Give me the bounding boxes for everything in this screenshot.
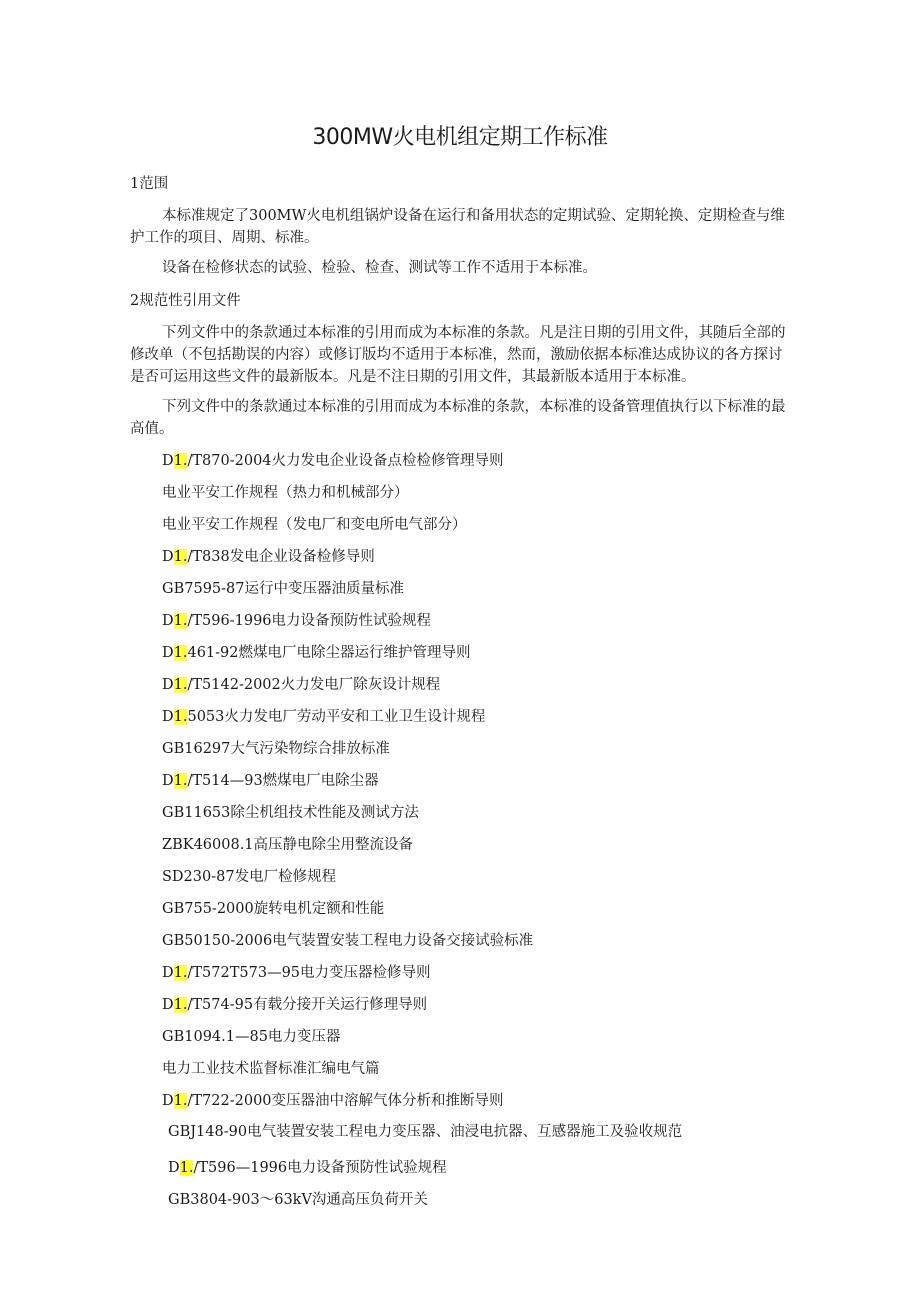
reference-prefix: D — [168, 1160, 180, 1176]
reference-text: 电力工业技术监督标准汇编电气篇 — [162, 1061, 380, 1077]
reference-item — [162, 642, 471, 664]
reference-text: GB7595-87运行中变压器油质量标准 — [162, 581, 404, 597]
reference-item — [162, 450, 504, 472]
reference-item — [162, 738, 390, 760]
reference-item — [162, 706, 485, 728]
reference-text: GB16297大气污染物综合排放标准 — [162, 741, 390, 757]
reference-text: GB1094.1—85电力变压器 — [162, 1029, 341, 1045]
reference-prefix: D — [162, 709, 174, 725]
reference-item — [162, 578, 404, 600]
reference-text: /T596-1996电力设备预防性试验规程 — [187, 613, 432, 629]
highlighted-text: 1. — [173, 549, 188, 565]
reference-item — [162, 1090, 504, 1112]
reference-text: /T870-2004火力发电企业设备点检检修管理导则 — [187, 453, 504, 469]
reference-item — [168, 1157, 447, 1179]
reference-prefix: D — [162, 453, 174, 469]
paragraph-references-2: 下列文件中的条款通过本标准的引用而成为本标准的条款，本标准的设备管理值执行以下标准的最高值。 — [130, 399, 786, 437]
highlighted-text: 1. — [173, 997, 188, 1013]
highlighted-text: 1. — [173, 453, 188, 469]
reference-item — [162, 898, 384, 920]
reference-prefix: D — [162, 677, 174, 693]
paragraph-references-1: 下列文件中的条款通过本标准的引用而成为本标准的条款。凡是注日期的引用文件，其随后全部的修改单（不包括勘误的内容）或修订版均不适用于本标准，然而，激励依据本标准达成协议的各方探讨是否可运用这些文件的最新版本。凡是不注日期的引用文件，其最新版本适用于本标准。 — [130, 325, 786, 385]
reference-prefix: D — [162, 965, 174, 981]
reference-text: /T596—1996电力设备预防性试验规程 — [193, 1160, 447, 1176]
reference-text: GB3804-903～63kV沟通高压负荷开关 — [168, 1192, 428, 1208]
reference-item — [162, 770, 379, 792]
reference-prefix: D — [162, 773, 174, 789]
reference-text: GB11653除尘机组技术性能及测试方法 — [162, 805, 419, 821]
reference-item — [162, 514, 467, 536]
paragraph-scope-1: 本标准规定了300MW火电机组锅炉设备在运行和备用状态的定期试验、定期轮换、定期检查与维护工作的项目、周期、标准。 — [130, 208, 785, 246]
reference-text: GB50150-2006电气装置安装工程电力设备交接试验标准 — [162, 933, 534, 949]
reference-prefix: D — [162, 1093, 174, 1109]
reference-item — [162, 962, 431, 984]
reference-text: /T514—93燃煤电厂电除尘器 — [187, 773, 379, 789]
highlighted-text: 1. — [173, 965, 188, 981]
reference-text: GB755-2000旋转电机定额和性能 — [162, 901, 385, 917]
reference-item — [168, 1121, 682, 1143]
reference-text: /T574-95有载分接开关运行修理导则 — [187, 997, 428, 1013]
reference-item — [162, 866, 336, 888]
reference-text: SD230-87发电厂检修规程 — [162, 869, 337, 885]
reference-item — [162, 834, 413, 856]
reference-prefix: D — [162, 549, 174, 565]
reference-text: 电业平安工作规程（发电厂和变电所电气部分） — [162, 517, 467, 533]
reference-prefix: D — [162, 645, 174, 661]
reference-item — [162, 546, 375, 568]
reference-text: 5053火力发电厂劳动平安和工业卫生设计规程 — [187, 709, 486, 725]
reference-text: /T5142-2002火力发电厂除灰设计规程 — [187, 677, 441, 693]
reference-item — [162, 1026, 340, 1048]
reference-text: /T572T573—95电力变压器检修导则 — [187, 965, 431, 981]
reference-prefix: D — [162, 997, 174, 1013]
reference-item — [162, 802, 419, 824]
reference-prefix: D — [162, 613, 174, 629]
highlighted-text: 1. — [179, 1160, 194, 1176]
reference-item — [162, 930, 533, 952]
highlighted-text: 1. — [173, 1093, 188, 1109]
highlighted-text: 1. — [173, 613, 188, 629]
reference-text: /T838发电企业设备检修导则 — [187, 549, 375, 565]
reference-text: ZBK46008.1高压静电除尘用整流设备 — [162, 837, 414, 853]
paragraph-scope-2: 设备在检修状态的试验、检验、检查、测试等工作不适用于本标准。 — [162, 260, 597, 276]
reference-item — [162, 482, 409, 504]
reference-item — [168, 1189, 428, 1211]
reference-item — [162, 610, 431, 632]
highlighted-text: 1. — [173, 773, 188, 789]
reference-item — [162, 674, 440, 696]
section-heading-references: 2规范性引用文件 — [130, 293, 241, 309]
reference-item — [162, 1058, 380, 1080]
highlighted-text: 1. — [173, 677, 188, 693]
reference-item — [162, 994, 427, 1016]
document-title: 300MW火电机组定期工作标准 — [312, 125, 608, 150]
reference-text: 461-92燃煤电厂电除尘器运行维护管理导则 — [187, 645, 471, 661]
reference-text: GBJ148-90电气装置安装工程电力变压器、油浸电抗器、互感器施工及验收规范 — [168, 1124, 683, 1140]
reference-text: /T722-2000变压器油中溶解气体分析和推断导则 — [187, 1093, 504, 1109]
section-heading-scope: 1范围 — [130, 176, 169, 192]
highlighted-text: 1. — [173, 709, 188, 725]
reference-text: 电业平安工作规程（热力和机械部分） — [162, 485, 409, 501]
highlighted-text: 1. — [173, 645, 188, 661]
